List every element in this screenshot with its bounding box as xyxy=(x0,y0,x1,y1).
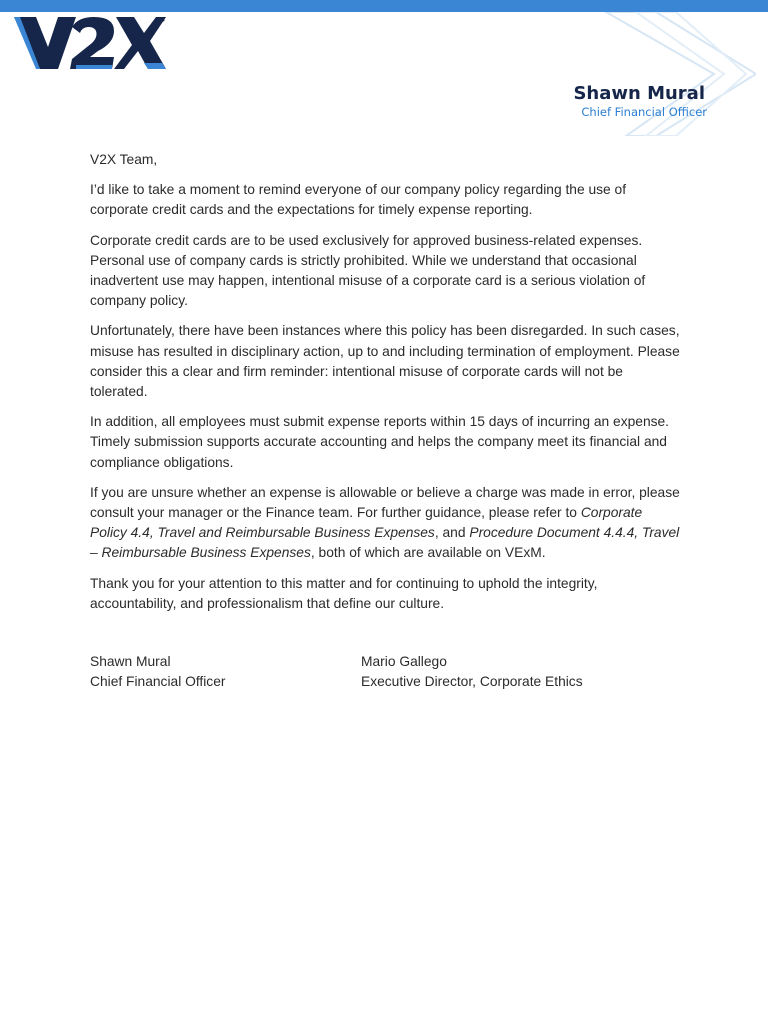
salutation: V2X Team, xyxy=(90,152,158,167)
signatory-title: Executive Director, Corporate Ethics xyxy=(361,674,583,690)
procedure-reference: Procedure Document 4.4.4, Travel – Reimbursable Business Expenses xyxy=(90,525,680,561)
header-name: Shawn Mural xyxy=(573,83,705,104)
guidance-connector: , and xyxy=(434,525,470,541)
signature-block-left xyxy=(90,652,225,692)
header-title: Chief Financial Officer xyxy=(581,105,707,119)
signatory-name: Shawn Mural xyxy=(90,654,171,669)
signatory-title: Chief Financial Officer xyxy=(90,674,226,690)
paragraph-guidance xyxy=(90,483,680,564)
top-accent-bar xyxy=(0,0,768,12)
guidance-ending: , both of which are available on VExM. xyxy=(310,545,546,561)
signature-block-right xyxy=(361,652,583,692)
paragraph-expense-reports: In addition, all employees must submit expense reports within 15 days of incurring an expense. Timely submission supports accurate accounting and helps the company meet its financial and compliance obligations. xyxy=(90,414,670,470)
paragraph-intro: I’d like to take a moment to remind everyone of our company policy regarding the use of corporate credit cards and the expectations for timely expense reporting. xyxy=(90,182,627,218)
v2x-logo xyxy=(14,17,166,71)
policy-reference: Corporate Policy 4.4, Travel and Reimbursable Business Expenses xyxy=(90,505,643,541)
paragraph-card-usage: Corporate credit cards are to be used exclusively for approved business-related expenses. Personal use of company cards is strictly prohibited. While we understand that occasional inadvertent use may happen, intentional misuse of a corporate card is a serious violation of company policy. xyxy=(90,232,646,309)
guidance-text: If you are unsure whether an expense is allowable or believe a charge was made in error, please consult your manager or the Finance team. For further guidance, please refer to xyxy=(90,484,680,521)
paragraph-closing: Thank you for your attention to this matter and for continuing to uphold the integrity, accountability, and professionalism that define our culture. xyxy=(90,575,598,611)
paragraph-disciplinary: Unfortunately, there have been instances where this policy has been disregarded. In such cases, misuse has resulted in disciplinary action, up to and including termination of employment. Please consider this a clear and firm reminder: intentional misuse of corporate cards will not be tolerated. xyxy=(90,323,680,400)
signatory-name: Mario Gallego xyxy=(361,654,447,669)
letter-body xyxy=(90,150,680,624)
